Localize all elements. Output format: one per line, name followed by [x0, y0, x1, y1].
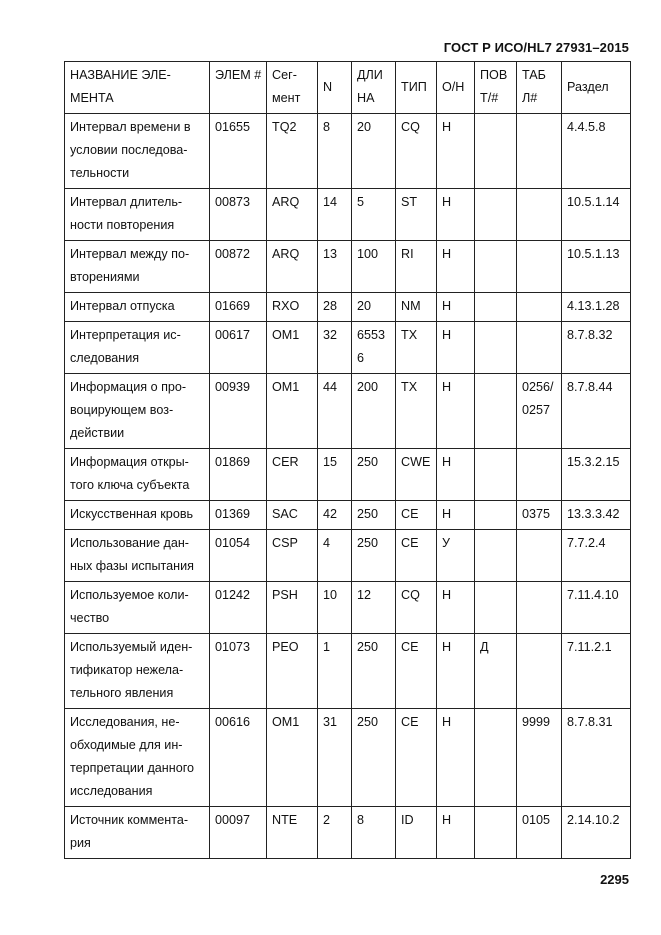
cell-segment: CER [267, 449, 318, 501]
cell-type: ST [396, 189, 437, 241]
cell-length: 200 [352, 374, 396, 449]
table-row [65, 449, 631, 501]
cell-name: Интервал отпуска [65, 293, 210, 322]
table-row [65, 293, 631, 322]
column-header-table: ТАБ Л# [517, 62, 562, 114]
table-row [65, 114, 631, 189]
cell-repeat [475, 807, 517, 859]
cell-segment: PSH [267, 582, 318, 634]
cell-type: CE [396, 709, 437, 807]
cell-type: CWE [396, 449, 437, 501]
cell-segment: RXO [267, 293, 318, 322]
cell-type: CQ [396, 114, 437, 189]
table-row [65, 634, 631, 709]
cell-length: 12 [352, 582, 396, 634]
cell-type: CE [396, 501, 437, 530]
cell-name: Источник коммента-рия [65, 807, 210, 859]
cell-section: 15.3.2.15 [562, 449, 631, 501]
cell-repeat [475, 322, 517, 374]
cell-length: 250 [352, 709, 396, 807]
cell-on: У [437, 530, 475, 582]
cell-n: 14 [318, 189, 352, 241]
table-row [65, 241, 631, 293]
column-header-segment: Сег-мент [267, 62, 318, 114]
cell-table [517, 530, 562, 582]
cell-type: TX [396, 374, 437, 449]
cell-table: 0256/0257 [517, 374, 562, 449]
column-header-section: Раздел [562, 62, 631, 114]
table-row [65, 374, 631, 449]
cell-name: Интервал между по-вторениями [65, 241, 210, 293]
cell-on: Н [437, 114, 475, 189]
cell-elem: 00939 [210, 374, 267, 449]
cell-elem: 01242 [210, 582, 267, 634]
cell-segment: ARQ [267, 189, 318, 241]
cell-name: Интервал длитель-ности повторения [65, 189, 210, 241]
cell-on: Н [437, 241, 475, 293]
cell-table [517, 114, 562, 189]
cell-type: CE [396, 634, 437, 709]
cell-repeat [475, 293, 517, 322]
cell-table: 9999 [517, 709, 562, 807]
table-row [65, 501, 631, 530]
cell-section: 4.13.1.28 [562, 293, 631, 322]
document-title: ГОСТ Р ИСО/HL7 27931–2015 [443, 40, 629, 55]
cell-section: 2.14.10.2 [562, 807, 631, 859]
cell-table [517, 322, 562, 374]
column-header-on: О/Н [437, 62, 475, 114]
cell-repeat [475, 582, 517, 634]
cell-n: 31 [318, 709, 352, 807]
elements-table [64, 61, 631, 859]
cell-type: TX [396, 322, 437, 374]
cell-length: 65536 [352, 322, 396, 374]
cell-name: Используемый иден-тификатор нежела-тельного явления [65, 634, 210, 709]
cell-n: 15 [318, 449, 352, 501]
cell-segment: PEO [267, 634, 318, 709]
cell-length: 250 [352, 501, 396, 530]
cell-section: 8.7.8.31 [562, 709, 631, 807]
cell-table: 0375 [517, 501, 562, 530]
cell-name: Искусственная кровь [65, 501, 210, 530]
cell-repeat [475, 709, 517, 807]
cell-length: 20 [352, 114, 396, 189]
cell-elem: 00872 [210, 241, 267, 293]
cell-n: 4 [318, 530, 352, 582]
table-header-row [65, 62, 631, 114]
cell-repeat [475, 449, 517, 501]
cell-section: 4.4.5.8 [562, 114, 631, 189]
cell-type: ID [396, 807, 437, 859]
cell-table [517, 241, 562, 293]
table-row [65, 530, 631, 582]
table-row [65, 322, 631, 374]
cell-table [517, 634, 562, 709]
cell-section: 7.7.2.4 [562, 530, 631, 582]
table-row [65, 709, 631, 807]
cell-section: 7.11.4.10 [562, 582, 631, 634]
table-row [65, 189, 631, 241]
cell-section: 13.3.3.42 [562, 501, 631, 530]
cell-on: Н [437, 293, 475, 322]
cell-segment: NTE [267, 807, 318, 859]
table-body [65, 114, 631, 859]
cell-elem: 01054 [210, 530, 267, 582]
cell-name: Информация откры-того ключа субъекта [65, 449, 210, 501]
cell-repeat [475, 114, 517, 189]
cell-n: 44 [318, 374, 352, 449]
cell-segment: CSP [267, 530, 318, 582]
cell-on: Н [437, 189, 475, 241]
cell-table [517, 449, 562, 501]
column-header-n: N [318, 62, 352, 114]
cell-segment: TQ2 [267, 114, 318, 189]
column-header-repeat: ПОВ Т/# [475, 62, 517, 114]
cell-type: RI [396, 241, 437, 293]
cell-on: Н [437, 807, 475, 859]
cell-type: CQ [396, 582, 437, 634]
cell-n: 13 [318, 241, 352, 293]
cell-segment: OM1 [267, 322, 318, 374]
cell-section: 8.7.8.32 [562, 322, 631, 374]
cell-segment: OM1 [267, 709, 318, 807]
cell-table [517, 189, 562, 241]
cell-elem: 01655 [210, 114, 267, 189]
cell-elem: 01369 [210, 501, 267, 530]
cell-table [517, 293, 562, 322]
cell-type: CE [396, 530, 437, 582]
cell-name: Используемое коли-чество [65, 582, 210, 634]
cell-repeat [475, 241, 517, 293]
cell-table [517, 582, 562, 634]
cell-on: Н [437, 501, 475, 530]
table-row [65, 582, 631, 634]
cell-elem: 01869 [210, 449, 267, 501]
cell-section: 7.11.2.1 [562, 634, 631, 709]
cell-on: Н [437, 582, 475, 634]
cell-name: Интерпретация ис-следования [65, 322, 210, 374]
cell-elem: 00097 [210, 807, 267, 859]
cell-elem: 01073 [210, 634, 267, 709]
column-header-type: ТИП [396, 62, 437, 114]
cell-elem: 00616 [210, 709, 267, 807]
cell-length: 250 [352, 634, 396, 709]
cell-repeat: Д [475, 634, 517, 709]
cell-on: Н [437, 449, 475, 501]
cell-name: Интервал времени в условии последова-тельности [65, 114, 210, 189]
cell-name: Информация о про-воцирующем воз-действии [65, 374, 210, 449]
cell-n: 2 [318, 807, 352, 859]
cell-elem: 01669 [210, 293, 267, 322]
cell-length: 20 [352, 293, 396, 322]
cell-repeat [475, 374, 517, 449]
column-header-length: ДЛИ НА [352, 62, 396, 114]
cell-name: Исследования, не-обходимые для ин-терпретации данного исследования [65, 709, 210, 807]
column-header-elem: ЭЛЕМ # [210, 62, 267, 114]
cell-n: 1 [318, 634, 352, 709]
page-number: 2295 [600, 872, 629, 887]
cell-length: 8 [352, 807, 396, 859]
cell-elem: 00617 [210, 322, 267, 374]
cell-repeat [475, 189, 517, 241]
cell-table: 0105 [517, 807, 562, 859]
cell-section: 8.7.8.44 [562, 374, 631, 449]
cell-segment: SAC [267, 501, 318, 530]
cell-name: Использование дан-ных фазы испытания [65, 530, 210, 582]
cell-on: Н [437, 709, 475, 807]
cell-length: 100 [352, 241, 396, 293]
cell-section: 10.5.1.13 [562, 241, 631, 293]
cell-segment: OM1 [267, 374, 318, 449]
cell-n: 10 [318, 582, 352, 634]
cell-length: 250 [352, 530, 396, 582]
cell-segment: ARQ [267, 241, 318, 293]
cell-repeat [475, 501, 517, 530]
cell-n: 8 [318, 114, 352, 189]
cell-repeat [475, 530, 517, 582]
cell-n: 28 [318, 293, 352, 322]
cell-length: 5 [352, 189, 396, 241]
cell-on: Н [437, 374, 475, 449]
cell-n: 42 [318, 501, 352, 530]
cell-length: 250 [352, 449, 396, 501]
column-header-name: НАЗВАНИЕ ЭЛЕ-МЕНТА [65, 62, 210, 114]
cell-type: NM [396, 293, 437, 322]
cell-section: 10.5.1.14 [562, 189, 631, 241]
cell-n: 32 [318, 322, 352, 374]
cell-on: Н [437, 322, 475, 374]
table-row [65, 807, 631, 859]
cell-elem: 00873 [210, 189, 267, 241]
cell-on: Н [437, 634, 475, 709]
